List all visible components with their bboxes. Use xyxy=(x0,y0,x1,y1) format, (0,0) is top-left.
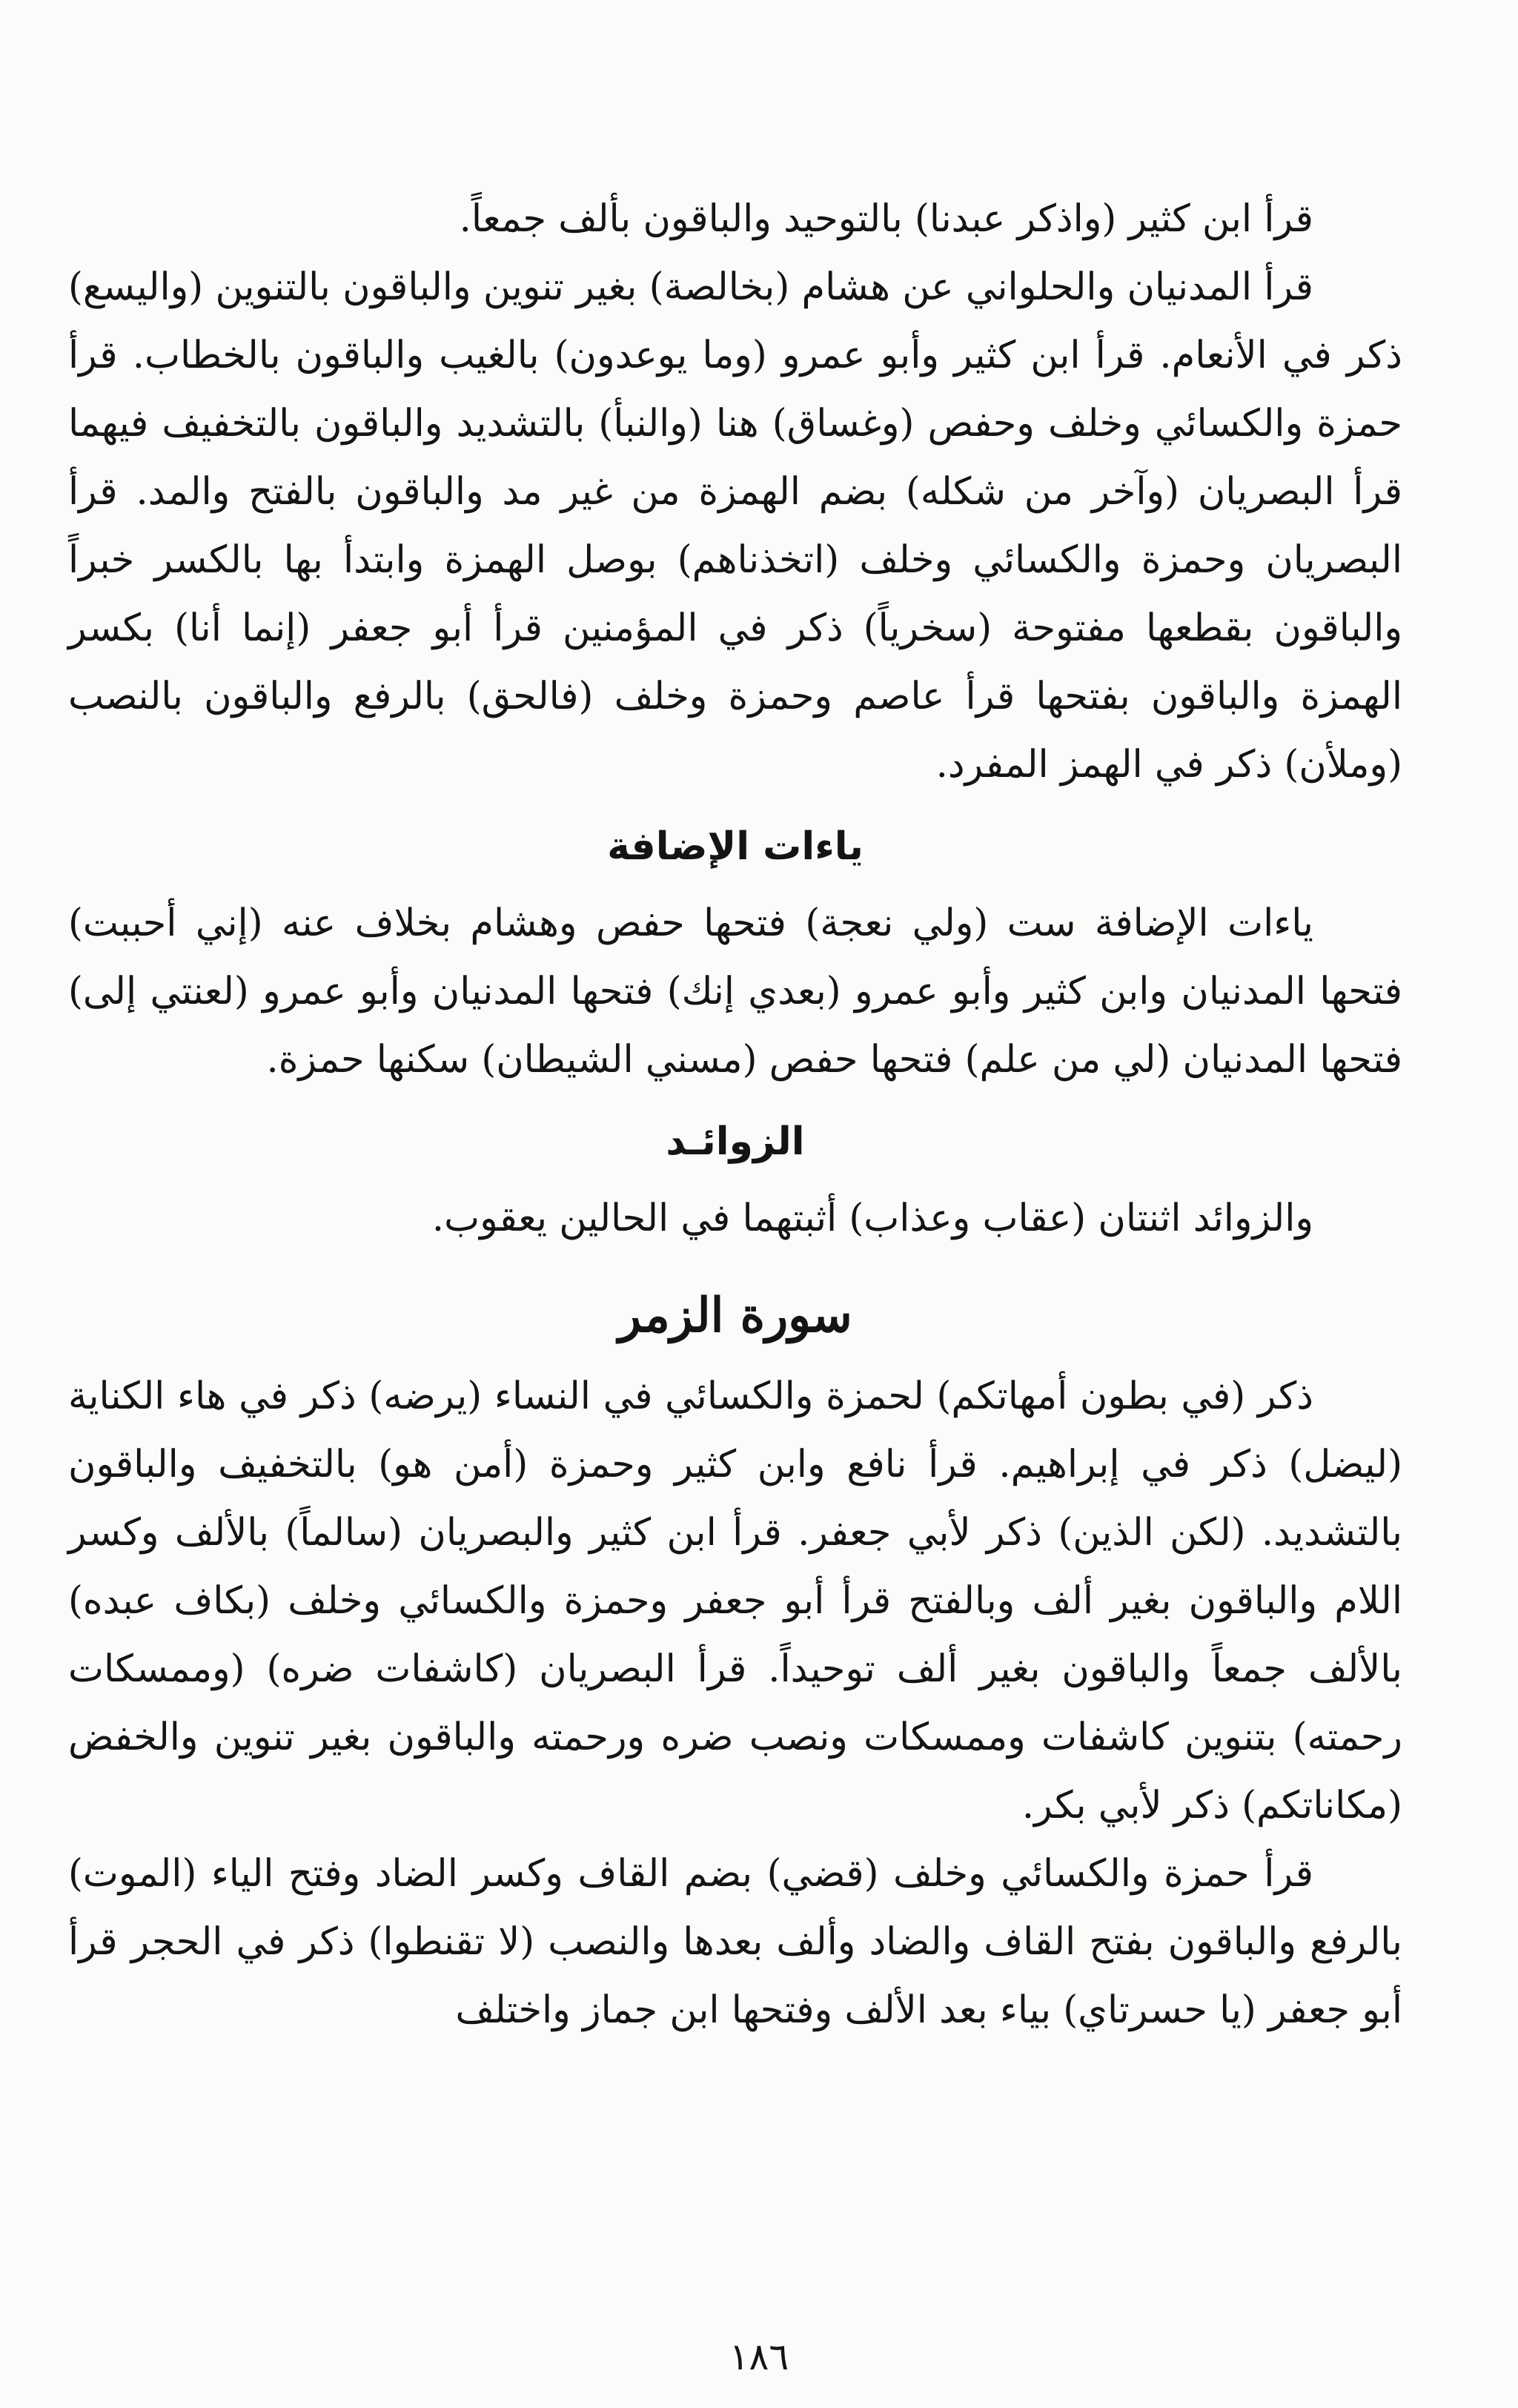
paragraph-2: قرأ المدنيان والحلواني عن هشام (بخالصة) بغير تنوين والباقون بالتنوين (واليسع) ذكر في الأنعام. قرأ ابن كثير وأبو عمرو (وما يوعدون) بالغيب والباقون بالخطاب. قرأ حمزة والكسائي وخلف وحفص (وغساق) هنا (والنبأ) بالتشديد والباقون بالتخفيف فيهما قرأ البصريان (وآخر من شكله) بضم الهمزة من غير مد والباقون بالفتح والمد. قرأ البصريان وحمزة والكسائي وخلف (اتخذناهم) بوصل الهمزة وابتدأ بها بالكسر خبراً والباقون بقطعها مفتوحة (سخرياً) ذكر في المؤمنين قرأ أبو جعفر (إنما أنا) بكسر الهمزة والباقون بفتحها قرأ عاصم وحمزة وخلف (فالحق) بالرفع والباقون بالنصب (وملأن) ذكر في الهمز المفرد. xyxy=(68,265,1402,787)
section-heading-yaat-al-idafa: ياءات الإضافة xyxy=(607,824,864,869)
page-number: ١٨٦ xyxy=(729,2335,789,2378)
surah-title: سورة الزمر xyxy=(618,1288,852,1343)
paragraph-4: والزوائد اثنتان (عقاب وعذاب) أثبتهما في الحالين يعقوب. xyxy=(431,1197,1313,1240)
paragraph-1: قرأ ابن كثير (واذكر عبدنا) بالتوحيد والباقون بألف جمعاً. xyxy=(459,197,1313,241)
paragraph-5: ذكر (في بطون أمهاتكم) لحمزة والكسائي في النساء (يرضه) ذكر في هاء الكناية (ليضل) ذكر في إبراهيم. قرأ نافع وابن كثير وحمزة (أمن هو) بالتخفيف والباقون بالتشديد. (لكن الذين) ذكر لأبي جعفر. قرأ ابن كثير والبصريان (سالماً) بالألف وكسر اللام والباقون بغير ألف وبالفتح قرأ أبو جعفر وحمزة والكسائي وخلف (بكاف عبده) بالألف جمعاً والباقون بغير ألف توحيداً. قرأ البصريان (كاشفات ضره) (وممسكات رحمته) بتنوين كاشفات وممسكات ونصب ضره ورحمته والباقون بغير تنوين والخفض (مكاناتكم) ذكر لأبي بكر. xyxy=(68,1375,1402,1828)
paragraph-3: ياءات الإضافة ست (ولي نعجة) فتحها حفص وهشام بخلاف عنه (إني أحببت) فتحها المدنيان وابن كثير وأبو عمرو (بعدي إنك) فتحها المدنيان وأبو عمرو (لعنتي إلى) فتحها المدنيان (لي من علم) فتحها حفص (مسني الشيطان) سكنها حمزة. xyxy=(68,902,1402,1082)
section-heading-zawaid: الزوائـد xyxy=(666,1119,805,1164)
page-body xyxy=(68,185,1402,2045)
paragraph-6: قرأ حمزة والكسائي وخلف (قضي) بضم القاف وكسر الضاد وفتح الياء (الموت) بالرفع والباقون بفتح القاف والضاد وألف بعدها والنصب (لا تقنطوا) ذكر في الحجر قرأ أبو جعفر (يا حسرتاي) بياء بعد الألف وفتحها ابن جماز واختلف xyxy=(68,1852,1402,2032)
